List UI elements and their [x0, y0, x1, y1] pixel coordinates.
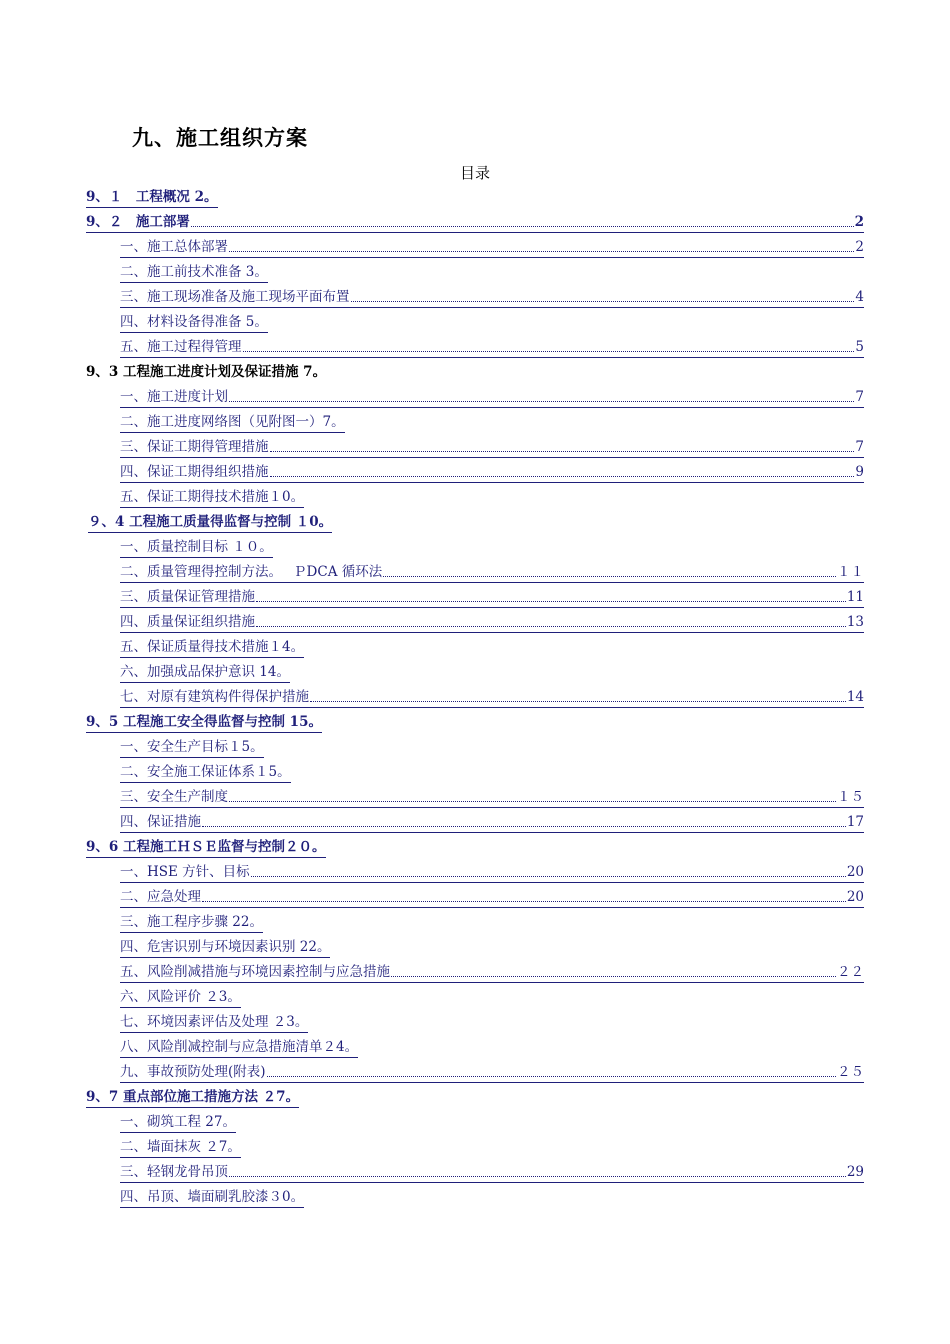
dot-leader — [243, 351, 855, 352]
toc-section-9-1[interactable] — [86, 187, 218, 208]
toc-entry-text: 三、安全生产制度 — [120, 789, 228, 805]
dot-leader — [229, 401, 854, 402]
toc-entry-text: 二、墙面抹灰 ２7。 — [120, 1139, 241, 1155]
toc-entry-text: 三、轻钢龙骨吊顶 — [120, 1164, 228, 1180]
toc-page-number: 11 — [846, 589, 864, 605]
toc-item[interactable] — [120, 237, 864, 258]
toc-item[interactable] — [120, 612, 864, 633]
toc-entry-text: 七、对原有建筑构件得保护措施 — [120, 689, 309, 705]
toc-entry-text: 五、施工过程得管理 — [120, 339, 242, 355]
toc-item[interactable] — [120, 462, 864, 483]
toc-page-number: 29 — [846, 1164, 864, 1180]
toc-section-9-7[interactable] — [86, 1087, 299, 1108]
dot-leader — [229, 1176, 846, 1177]
toc-item[interactable] — [120, 337, 864, 358]
toc-item[interactable] — [120, 862, 864, 883]
dot-leader — [391, 976, 836, 977]
dot-leader — [256, 601, 846, 602]
toc-entry-text: 二、施工进度网络图（见附图一）7。 — [120, 414, 345, 430]
toc-item[interactable] — [120, 562, 864, 583]
toc-page-number: 20 — [846, 889, 864, 905]
toc-section-9-4[interactable] — [88, 512, 332, 533]
toc-entry-text: 四、材料设备得准备 5。 — [120, 314, 268, 330]
dot-leader — [270, 451, 855, 452]
toc-entry-text: 9、7 重点部位施工措施方法 ２7。 — [86, 1089, 300, 1105]
toc-entry-text: 二、应急处理 — [120, 889, 201, 905]
toc-entry-text: 八、风险削减控制与应急措施清单２4。 — [120, 1039, 359, 1055]
toc-item[interactable] — [120, 887, 864, 908]
toc-entry-text: 四、吊顶、墙面刷乳胶漆３0。 — [120, 1189, 305, 1205]
toc-item[interactable] — [120, 637, 304, 658]
dot-leader — [251, 876, 846, 877]
toc-item[interactable] — [120, 312, 268, 333]
toc-entry-text: 四、危害识别与环境因素识别 22。 — [120, 939, 331, 955]
toc-item[interactable] — [120, 412, 345, 433]
toc-entry-text: 三、保证工期得管理措施 — [120, 439, 269, 455]
toc-item[interactable] — [120, 1162, 864, 1183]
toc-item[interactable] — [120, 762, 291, 783]
toc-page-number: ２５ — [837, 1064, 864, 1080]
toc-entry-text: 9、3 工程施工进度计划及保证措施 7。 — [86, 364, 327, 380]
toc-entry-text: 三、施工程序步骤 22。 — [120, 914, 263, 930]
dot-leader — [270, 476, 855, 477]
dot-leader — [202, 901, 846, 902]
toc-entry-text: 二、安全施工保证体系１5。 — [120, 764, 291, 780]
toc-entry-text: 三、质量保证管理措施 — [120, 589, 255, 605]
toc-entry-text: 五、保证质量得技术措施１4。 — [120, 639, 305, 655]
toc-section-9-2[interactable] — [86, 212, 864, 233]
toc-item[interactable] — [120, 1137, 241, 1158]
toc-entry-text: 七、环境因素评估及处理 ２3。 — [120, 1014, 309, 1030]
toc-item[interactable] — [120, 662, 290, 683]
toc-page-number: 7 — [855, 389, 864, 405]
toc-item[interactable] — [120, 987, 241, 1008]
toc-entry-text: 二、施工前技术准备 3。 — [120, 264, 268, 280]
toc-entry-text: 九、事故预防处理(附表) — [120, 1064, 266, 1080]
toc-entry-text: 四、保证措施 — [120, 814, 201, 830]
toc-item[interactable] — [120, 587, 864, 608]
toc-entry-text: 二、质量管理得控制方法。 ＰDCA 循环法 — [120, 564, 383, 580]
toc-item[interactable] — [120, 437, 864, 458]
toc-entry-text: 一、安全生产目标１5。 — [120, 739, 264, 755]
toc-entry-text: 9、5 工程施工安全得监督与控制 15。 — [86, 714, 322, 730]
toc-entry-text: 五、保证工期得技术措施１0。 — [120, 489, 305, 505]
toc-entry-text: 四、保证工期得组织措施 — [120, 464, 269, 480]
toc-page-number: 4 — [855, 289, 864, 305]
toc-section-9-3[interactable] — [86, 362, 326, 382]
toc-item[interactable] — [120, 1012, 308, 1033]
toc-entry-text: 五、风险削减措施与环境因素控制与应急措施 — [120, 964, 390, 980]
dot-leader — [256, 626, 846, 627]
dot-leader — [229, 801, 836, 802]
toc-item[interactable] — [120, 962, 864, 983]
toc-page-number: 13 — [846, 614, 864, 630]
toc-page-number: 5 — [855, 339, 864, 355]
toc-page-number: 9 — [855, 464, 864, 480]
toc-item[interactable] — [120, 537, 273, 558]
toc-item[interactable] — [120, 912, 263, 933]
toc-item[interactable] — [120, 487, 304, 508]
toc-page-number: 14 — [846, 689, 864, 705]
toc-entry-text: ９、4 工程施工质量得监督与控制 １0。 — [88, 514, 333, 530]
toc-item[interactable] — [120, 687, 864, 708]
toc-entry-text: 9、１ 工程概况 2。 — [86, 189, 218, 205]
toc-page-number: １１ — [837, 564, 864, 580]
toc-item[interactable] — [120, 262, 268, 283]
toc-page-number: 2 — [854, 214, 864, 230]
toc-item[interactable] — [120, 1062, 864, 1083]
toc-entry-text: 一、砌筑工程 27。 — [120, 1114, 236, 1130]
toc-page-number: 20 — [846, 864, 864, 880]
dot-leader — [229, 251, 854, 252]
toc-item[interactable] — [120, 1112, 236, 1133]
toc-item[interactable] — [120, 1187, 304, 1208]
dot-leader — [310, 701, 846, 702]
toc-entry-text: 三、施工现场准备及施工现场平面布置 — [120, 289, 350, 305]
dot-leader — [191, 226, 854, 227]
toc-page-number: １５ — [837, 789, 864, 805]
toc-item[interactable] — [120, 1037, 358, 1058]
toc-item[interactable] — [120, 737, 264, 758]
dot-leader — [267, 1076, 836, 1077]
toc-entry-text: 一、施工进度计划 — [120, 389, 228, 405]
toc-page-number: 2 — [855, 239, 864, 255]
toc-item[interactable] — [120, 387, 864, 408]
toc-entry-text: 一、施工总体部署 — [120, 239, 228, 255]
toc-entry-text: 六、加强成品保护意识 14。 — [120, 664, 290, 680]
toc-entry-text: 六、风险评价 ２3。 — [120, 989, 241, 1005]
toc-item[interactable] — [120, 812, 864, 833]
document-title: 九、施工组织方案 — [132, 126, 308, 150]
toc-entry-text: 一、质量控制目标 １０。 — [120, 539, 273, 555]
toc-entry-text: 一、HSE 方针、目标 — [120, 864, 250, 880]
toc-item[interactable] — [120, 287, 864, 308]
toc-heading: 目录 — [459, 164, 490, 182]
dot-leader — [351, 301, 855, 302]
toc-item[interactable] — [120, 787, 864, 808]
dot-leader — [202, 826, 846, 827]
toc-page-number: 7 — [855, 439, 864, 455]
toc-page-number: 17 — [846, 814, 864, 830]
toc-entry-text: 9、6 工程施工ＨＳＥ监督与控制２０。 — [86, 839, 326, 855]
toc-item[interactable] — [120, 937, 330, 958]
toc-page-number: ２２ — [837, 964, 864, 980]
dot-leader — [383, 576, 836, 577]
toc-entry-text: 四、质量保证组织措施 — [120, 614, 255, 630]
toc-section-9-6[interactable] — [86, 837, 326, 858]
toc-entry-text: 9、２ 施工部署 — [86, 214, 190, 230]
toc-section-9-5[interactable] — [86, 712, 322, 733]
